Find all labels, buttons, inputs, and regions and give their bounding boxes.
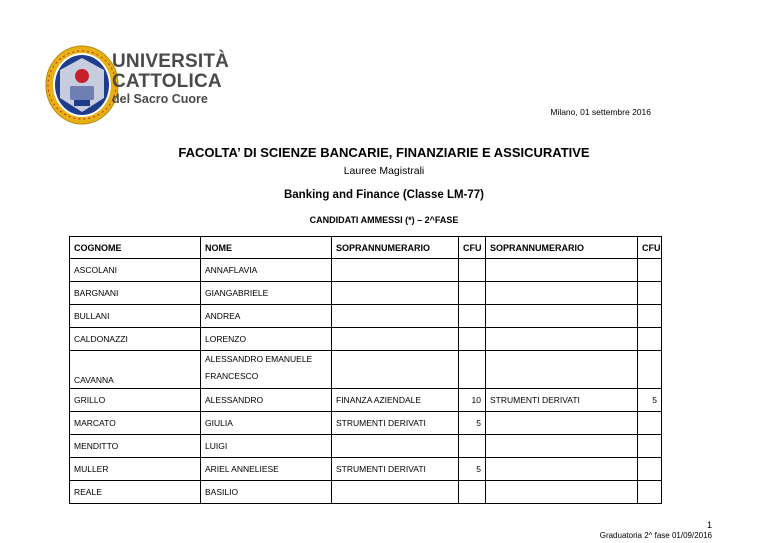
cell-soprannumerario-1 bbox=[332, 351, 459, 389]
cell-cfu-1 bbox=[459, 435, 486, 458]
table-row bbox=[70, 481, 662, 504]
cell-cfu-2 bbox=[638, 259, 662, 282]
cell-cognome: BARGNANI bbox=[70, 282, 201, 305]
cell-cfu-2 bbox=[638, 351, 662, 389]
page-number: 1 bbox=[706, 520, 712, 530]
footer-note: Graduatoria 2^ fase 01/09/2016 bbox=[599, 531, 712, 540]
cell-cognome: GRILLO bbox=[70, 389, 201, 412]
cell-cfu-2: 5 bbox=[638, 389, 662, 412]
column-header-soprannumerario-2: SOPRANNUMERARIO bbox=[486, 237, 638, 259]
cell-cfu-2 bbox=[638, 282, 662, 305]
cell-cfu-2 bbox=[638, 458, 662, 481]
column-header-cfu-2: CFU bbox=[638, 237, 662, 259]
table-row bbox=[70, 389, 662, 412]
table-row bbox=[70, 305, 662, 328]
cell-cognome: REALE bbox=[70, 481, 201, 504]
cell-soprannumerario-2 bbox=[486, 481, 638, 504]
cell-cfu-1: 5 bbox=[459, 412, 486, 435]
cell-cfu-2 bbox=[638, 435, 662, 458]
cell-cfu-1 bbox=[459, 481, 486, 504]
cell-soprannumerario-2 bbox=[486, 282, 638, 305]
cell-cfu-1 bbox=[459, 282, 486, 305]
table-row bbox=[70, 282, 662, 305]
cell-cfu-1 bbox=[459, 305, 486, 328]
cell-cfu-2 bbox=[638, 328, 662, 351]
section-heading: CANDIDATI AMMESSI (*) – 2^FASE bbox=[309, 215, 459, 225]
cell-nome: ANNAFLAVIA bbox=[201, 259, 332, 282]
cell-soprannumerario-1: STRUMENTI DERIVATI bbox=[332, 412, 459, 435]
cell-nome: ALESSANDRO bbox=[201, 389, 332, 412]
university-logo bbox=[44, 44, 230, 134]
cell-cfu-2 bbox=[638, 481, 662, 504]
cell-nome: LUIGI bbox=[201, 435, 332, 458]
cell-cfu-1 bbox=[459, 351, 486, 389]
table-row bbox=[70, 259, 662, 282]
cell-nome: ANDREA bbox=[201, 305, 332, 328]
cell-cfu-1: 5 bbox=[459, 458, 486, 481]
column-header-soprannumerario-1: SOPRANNUMERARIO bbox=[332, 237, 459, 259]
logo-line-universita: UNIVERSITÀ bbox=[112, 51, 230, 72]
column-header-cfu-1: CFU bbox=[459, 237, 486, 259]
cell-soprannumerario-1 bbox=[332, 282, 459, 305]
cell-cognome: CALDONAZZI bbox=[70, 328, 201, 351]
cell-soprannumerario-1 bbox=[332, 481, 459, 504]
cell-cognome: ASCOLANI bbox=[70, 259, 201, 282]
degree-subtitle: Lauree Magistrali bbox=[343, 165, 425, 177]
cell-nome: LORENZO bbox=[201, 328, 332, 351]
cell-soprannumerario-2 bbox=[486, 458, 638, 481]
cell-nome: GIULIA bbox=[201, 412, 332, 435]
program-title: Banking and Finance (Classe LM-77) bbox=[283, 189, 484, 201]
cell-soprannumerario-1: STRUMENTI DERIVATI bbox=[332, 458, 459, 481]
university-seal-icon bbox=[44, 44, 120, 126]
table-row bbox=[70, 328, 662, 351]
document-date: Milano, 01 settembre 2016 bbox=[550, 107, 651, 117]
table-row bbox=[70, 435, 662, 458]
cell-soprannumerario-2 bbox=[486, 351, 638, 389]
cell-soprannumerario-1: FINANZA AZIENDALE bbox=[332, 389, 459, 412]
admitted-candidates-table bbox=[69, 236, 662, 504]
cell-cognome: BULLANI bbox=[70, 305, 201, 328]
cell-nome: BASILIO bbox=[201, 481, 332, 504]
cell-cfu-1 bbox=[459, 328, 486, 351]
table-row bbox=[70, 351, 662, 389]
faculty-title: FACOLTA’ DI SCIENZE BANCARIE, FINANZIARIE E ASSICURATIVE bbox=[178, 145, 590, 160]
cell-soprannumerario-1 bbox=[332, 305, 459, 328]
cell-cognome: MENDITTO bbox=[70, 435, 201, 458]
cell-soprannumerario-1 bbox=[332, 259, 459, 282]
column-header-nome: NOME bbox=[201, 237, 332, 259]
cell-cognome: MARCATO bbox=[70, 412, 201, 435]
cell-soprannumerario-2 bbox=[486, 328, 638, 351]
cell-cfu-2 bbox=[638, 305, 662, 328]
cell-soprannumerario-2 bbox=[486, 435, 638, 458]
cell-cfu-2 bbox=[638, 412, 662, 435]
cell-nome-text: ALESSANDRO EMANUELE FRANCESCO bbox=[205, 354, 313, 381]
logo-line-cattolica: CATTOLICA bbox=[112, 71, 222, 92]
cell-nome: ARIEL ANNELIESE bbox=[201, 458, 332, 481]
table-header-row bbox=[70, 237, 662, 259]
column-header-cognome: COGNOME bbox=[70, 237, 201, 259]
cell-nome: GIANGABRIELE bbox=[201, 282, 332, 305]
cell-cognome: CAVANNA bbox=[70, 351, 201, 389]
cell-soprannumerario-2 bbox=[486, 412, 638, 435]
table-row bbox=[70, 458, 662, 481]
cell-soprannumerario-2 bbox=[486, 305, 638, 328]
cell-cfu-1 bbox=[459, 259, 486, 282]
cell-soprannumerario-2 bbox=[486, 259, 638, 282]
cell-soprannumerario-2: STRUMENTI DERIVATI bbox=[486, 389, 638, 412]
cell-soprannumerario-1 bbox=[332, 435, 459, 458]
logo-wordmark bbox=[112, 52, 229, 106]
logo-line-sacro-cuore: del Sacro Cuore bbox=[112, 92, 208, 106]
cell-nome bbox=[201, 351, 332, 389]
cell-cognome: MULLER bbox=[70, 458, 201, 481]
table-row bbox=[70, 412, 662, 435]
cell-soprannumerario-1 bbox=[332, 328, 459, 351]
cell-cfu-1: 10 bbox=[459, 389, 486, 412]
